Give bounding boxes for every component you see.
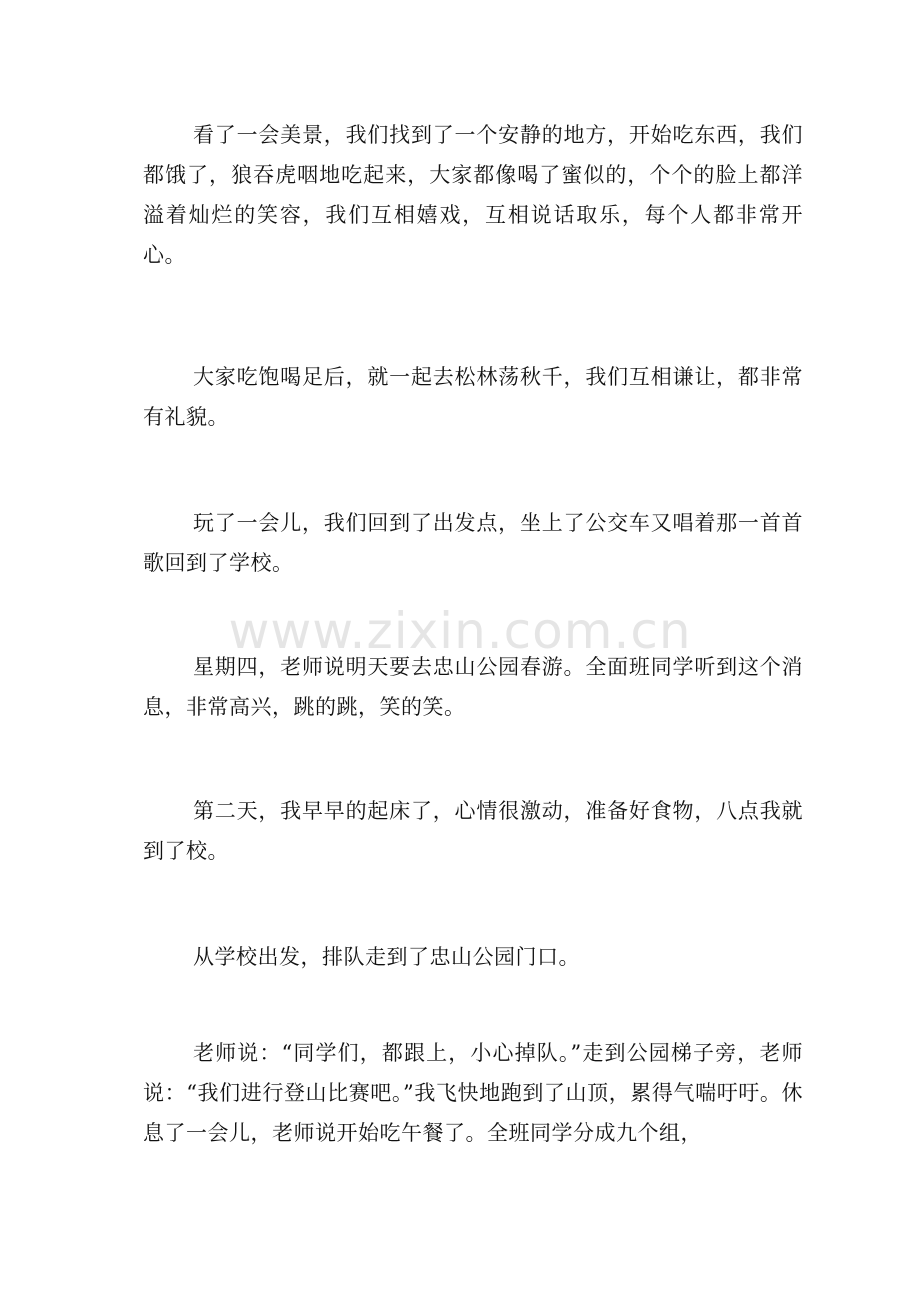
paragraph-7: 老师说：“同学们，都跟上，小心掉队。”走到公园梯子旁，老师说：“我们进行登山比赛吧。”我飞快地跑到了山顶，累得气喘吁吁。休息了一会儿，老师说开始吃午餐了。全班同学分成九个组， xyxy=(143,1041,803,1145)
paragraph-4: 星期四，老师说明天要去忠山公园春游。全面班同学听到这个消息，非常高兴，跳的跳，笑的笑。 xyxy=(143,655,803,719)
paragraph-3: 玩了一会儿，我们回到了出发点，坐上了公交车又唱着那一首首歌回到了学校。 xyxy=(143,511,803,575)
paragraph-5: 第二天，我早早的起床了，心情很激动，准备好食物，八点我就到了校。 xyxy=(143,799,803,863)
paragraph-6: 从学校出发，排队走到了忠山公园门口。 xyxy=(193,945,580,969)
paragraph-1: 看了一会美景，我们找到了一个安静的地方，开始吃东西，我们都饿了，狼吞虎咽地吃起来，大家都像喝了蜜似的，个个的脸上都洋溢着灿烂的笑容，我们互相嬉戏，互相说话取乐，每个人都非常开心。 xyxy=(143,123,803,267)
watermark: www.zixin.com.cn xyxy=(228,602,692,660)
paragraph-2: 大家吃饱喝足后，就一起去松林荡秋千，我们互相谦让，都非常有礼貌。 xyxy=(143,365,803,429)
